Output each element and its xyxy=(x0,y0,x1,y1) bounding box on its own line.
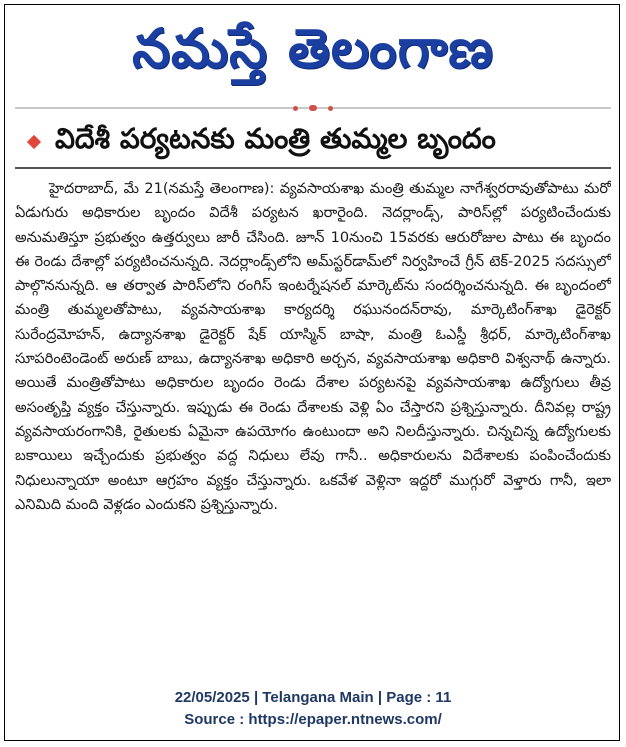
footer-source-link[interactable]: Source : https://epaper.ntnews.com/ xyxy=(184,711,442,728)
masthead-divider xyxy=(15,105,611,111)
ornament-dot xyxy=(328,106,333,111)
footer-date-edition: 22/05/2025 | Telangana Main | Page : 11 xyxy=(174,689,452,706)
article-headline: విదేశీ పర్యటనకు మంత్రి తుమ్మల బృందం xyxy=(55,122,496,155)
source-footer xyxy=(5,687,621,731)
ornament-dot xyxy=(309,105,317,111)
article-body: హైదరాబాద్, మే 21(నమస్తే తెలంగాణ): వ్యవసాయశాఖ మంత్రి తుమ్మల నాగేశ్వరరావుతోపాటు మరో ఏడుగురు అధికారుల బృందం విదేశీ పర్యటన ఖరారైంది. నెదర్లాండ్స్, పారిస్‌ల్లో పర్యటించేందుకు అనుమతిస్తూ ప్రభుత్వం ఉత్తర్వులు జారీ చేసింది. జూన్ 10నుంచి 15వరకు ఆరురోజుల పాటు ఈ బృందం ఈ రెండు దేశాల్లో పర్యటించనున్నది. నెదర్లాండ్స్‌లోని అమ్‌స్టర్‌డామ్‌లో నిర్వహించే గ్రీన్ టెక్-2025 సదస్సులో పాల్గొననున్నది. ఆ తర్వాత పారిస్‌లోని రంగిస్ ఇంటర్నేషనల్ మార్కెట్‌ను సందర్శించనున్నది. ఈ బృందంలో మంత్రి తుమ్మలతోపాటు, వ్యవసాయశాఖ కార్యదర్శి రఘునందన్‌రావు, మార్కెటింగ్‌శాఖ డైరెక్టర్ సురేంద్రమోహన్, ఉద్యానశాఖ డైరెక్టర్ షేక్ యాస్మిన్ బాషా, మంత్రి ఓఎస్డీ శ్రీధర్, మార్కెటింగ్‌శాఖ సూపరింటెండెంట్ అరుణ్ బాబు, ఉద్యానశాఖ అధికారి అర్చన, వ్యవసాయశాఖ అధికారి విశ్వనాథ్ ఉన్నారు. అయితే మంత్రితోపాటు అధికారుల బృందం రెండు దేశాల పర్యటనపై వ్యవసాయశాఖ ఉద్యోగులు తీవ్ర అసంతృప్తి వ్యక్తం చేస్తున్నారు. ఇప్పుడు ఈ రెండు దేశాలకు వెళ్లి ఏం చేస్తారని ప్రశ్నిస్తున్నారు. దీనివల్ల రాష్ట్ర వ్యవసాయరంగానికి, రైతులకు ఏమైనా ఉపయోగం ఉంటుందా అని నిలదీస్తున్నారు. చిన్నచిన్న ఉద్యోగులకు బకాయిలు ఇచ్చేందుకు ప్రభుత్వం వద్ద నిధులు లేవు గానీ.. అధికారులను విదేశాలకు పంపించేందుకు నిధులున్నాయా అంటూ ఆగ్రహం వ్యక్తం చేస్తున్నారు. ఒకవేళ వెళ్లినా ఇద్దరో ముగ్గురో వెళ్తారు గానీ, ఇలా ఎనిమిది మంది వెళ్లడం ఎందుకని ప్రశ్నిస్తున్నారు. xyxy=(15,181,611,513)
headline-bar xyxy=(15,117,611,169)
clipping-frame xyxy=(4,4,620,741)
diamond-bullet-icon xyxy=(27,135,41,149)
ornament-dots-icon xyxy=(293,105,333,111)
article-body-container xyxy=(15,177,611,667)
masthead xyxy=(5,13,621,97)
masthead-title: నమస్తే తెలంగాణ xyxy=(132,16,494,80)
ornament-dot xyxy=(293,106,298,111)
